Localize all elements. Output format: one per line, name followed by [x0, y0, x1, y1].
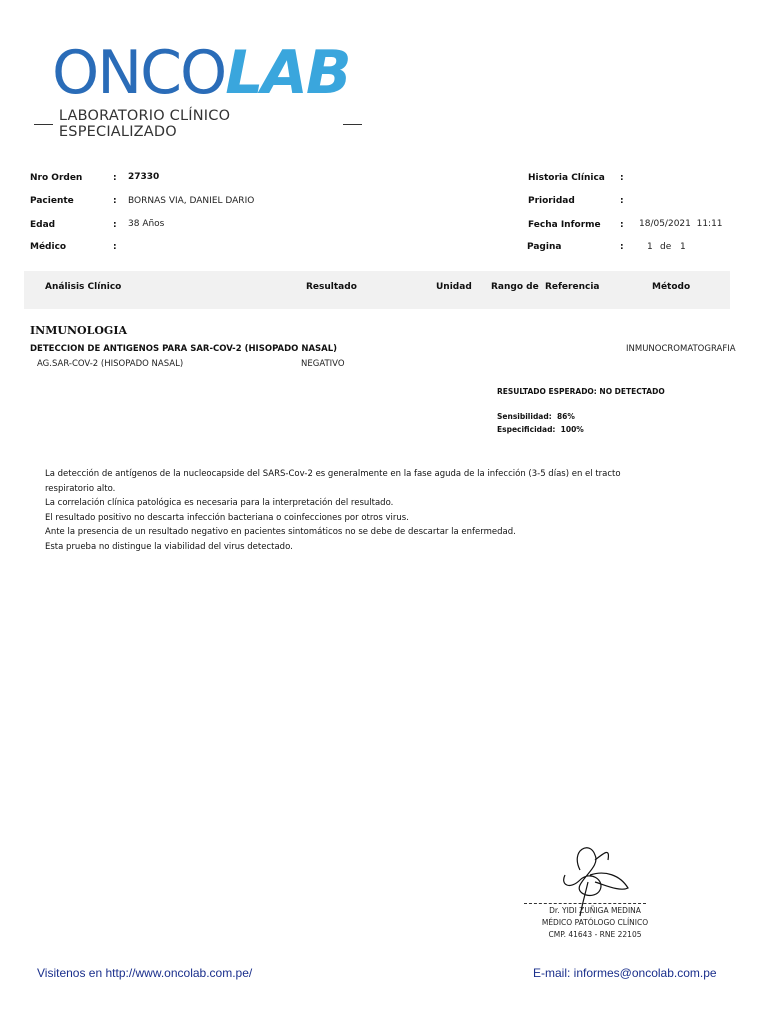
report-date-colon: :: [620, 220, 624, 230]
header-method: Método: [652, 282, 691, 292]
signer-title: MÉDICO PATÓLOGO CLÍNICO: [541, 918, 649, 927]
patient-label: Paciente: [30, 196, 74, 206]
note-line: Esta prueba no distingue la viabilidad del virus detectado.: [45, 541, 293, 552]
header-analysis: Análisis Clínico: [45, 282, 122, 292]
item-result: NEGATIVO: [301, 359, 345, 369]
report-date-value: 18/05/2021 11:11: [639, 219, 723, 229]
subtitle-text: LABORATORIO CLÍNICO ESPECIALIZADO: [58, 108, 231, 140]
note-line: La detección de antígenos de la nucleocapside del SARS-Cov-2 es generalmente en la fase aguda de la infección (3-5 días) en el tracto: [45, 469, 621, 479]
specificity: Especificidad: 100%: [497, 425, 584, 434]
order-value: 27330: [128, 172, 160, 182]
item-name: AG.SAR-COV-2 (HISOPADO NASAL): [37, 359, 184, 369]
note-line: respiratorio alto.: [45, 483, 116, 494]
header-result: Resultado: [306, 282, 357, 292]
patient-colon: :: [113, 196, 117, 206]
page-colon: :: [620, 242, 624, 252]
doctor-label: Médico: [30, 242, 67, 252]
doctor-colon: :: [113, 242, 117, 252]
note-line: El resultado positivo no descarta infección bacteriana o coinfecciones por otros virus.: [45, 512, 409, 523]
logo-text-onco: ONCO: [52, 38, 226, 108]
header-range: Rango de Referencia: [491, 282, 600, 292]
history-colon: :: [620, 173, 624, 183]
test-method: INMUNOCROMATOGRAFIA: [626, 344, 736, 354]
page-label: Pagina: [527, 242, 562, 252]
page-total: 1: [680, 242, 686, 252]
note-line: Ante la presencia de un resultado negativo en pacientes sintomáticos no se debe de descartar la enfermedad.: [45, 527, 516, 537]
priority-colon: :: [620, 196, 624, 206]
history-label: Historia Clínica: [528, 173, 605, 183]
section-title: INMUNOLOGIA: [30, 324, 127, 337]
subtitle-dash-right: [343, 124, 362, 125]
page-of: de: [660, 242, 672, 252]
signer-registry: CMP. 41643 - RNE 22105: [548, 930, 642, 939]
logo: [52, 40, 350, 106]
header-unit: Unidad: [436, 282, 472, 292]
report-date-label: Fecha Informe: [528, 220, 601, 230]
order-colon: :: [113, 173, 117, 183]
signer-name: Dr. YIDI ZUÑIGA MEDINA: [549, 906, 641, 915]
order-label: Nro Orden: [30, 173, 83, 183]
results-table-header: [24, 271, 730, 309]
sensitivity: Sensibilidad: 86%: [497, 412, 575, 421]
page-current: 1: [647, 242, 653, 252]
note-line: La correlación clínica patológica es necesaria para la interpretación del resultado.: [45, 498, 394, 508]
logo-subtitle: [28, 108, 368, 140]
priority-label: Prioridad: [528, 196, 575, 206]
expected-result: RESULTADO ESPERADO: NO DETECTADO: [497, 387, 665, 396]
patient-value: BORNAS VIA, DANIEL DARIO: [128, 196, 255, 206]
subtitle-dash-left: [34, 124, 53, 125]
notes-block: [45, 467, 645, 554]
test-name: DETECCION DE ANTIGENOS PARA SAR-COV-2 (HISOPADO NASAL): [30, 344, 338, 354]
signature-line: [524, 903, 646, 904]
logo-text-lab: LAB: [225, 38, 350, 108]
footer-email-link[interactable]: E-mail: informes@oncolab.com.pe: [533, 966, 717, 980]
age-label: Edad: [30, 220, 56, 230]
footer-website-link[interactable]: Visitenos en http://www.oncolab.com.pe/: [37, 966, 253, 980]
age-colon: :: [113, 220, 117, 230]
age-value: 38 Años: [128, 219, 165, 229]
